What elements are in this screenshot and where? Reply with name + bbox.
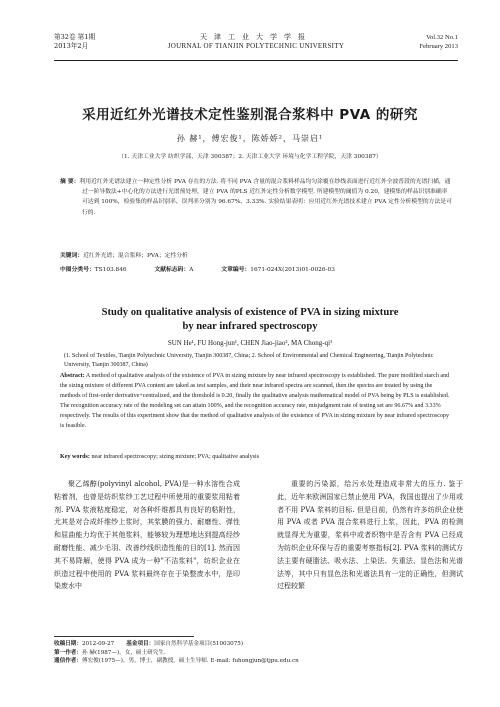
running-header bbox=[54, 33, 458, 61]
abstract-en bbox=[60, 371, 452, 432]
article-title-cn: 采用近红外光谱技术定性鉴别混合浆料中 PVA 的研究 bbox=[82, 107, 418, 123]
abstract-en-text: A method of qualitative analysis of the existence of PVA in sizing mixture by near infrared spectroscopy is established. The pure modified starch and the sizing mixture of different PVA content are taked as test samples, and their near infrared spectra are scanned, then the spectra are treated by using the methods of first-order derivative+centralized, and the threshold is 0.20, finally the qualitative analysis mathematical model of PVA being by PLS is established. The recognition accuracy rate of the modeling set can attain 100%, and the recognition accuracy rate, misjudgment rate of testing set are 96.67% and 3.33% respectively. The results of this experiment show that the method of qualitative analysis of the existence of PVA in sizing mixture by near infrared spectroscopy is feasible. bbox=[60, 373, 450, 430]
body-column-right: 重要的污染源，给污水处理造成非常大的压力. 鉴于此，近年来欧洲国家已禁止使用 PVA，我国也提出了少用或者不用 PVA 浆料的目标. 但是目前，仍然有许多纺织企业使用 PVA 或者 PVA 混合浆料进行上浆，因此，PVA 的检测就显得尤为重要，浆料中或者织物中是否含有 PVA 已经成为纺织企业环保与否的重要考察指标[2]. PVA 浆料的测试方法主要有硬脂法、吸水法、上染法、失重法、显色法和光谱法等，其中只有显色法和光谱法具有一定的正确性，但测试过程较繁 bbox=[277, 480, 463, 591]
authors-cn: 孙 赫¹，傅宏俊¹，陈娇娇²，马崇启¹ bbox=[176, 134, 324, 143]
journal-name-cn: 天津工业大学学报 bbox=[200, 33, 312, 41]
keywords-cn bbox=[60, 250, 188, 259]
clc-label: 中图分类号： bbox=[60, 267, 95, 273]
footnote-rule bbox=[54, 636, 194, 637]
keywords-en-label: Key words: bbox=[60, 454, 90, 460]
header-center bbox=[54, 33, 458, 51]
footnote-first-author bbox=[54, 649, 454, 658]
footnotes bbox=[54, 640, 454, 666]
corresponding-value: 傅宏俊(1975—)，男，博士，副教授，硕士生导师. E-mail: fuhongjun@tjpu.edu.cn bbox=[81, 658, 299, 665]
body-column-left: 聚乙烯醇(polyvinyl alcohol, PVA)是一种水溶性合成粘着剂，也曾是纺织浆纱工艺过程中所使用的重要浆用粘着剂. PVA 浆液粘度稳定，对各种纤维都具有良好的粘附性，尤其是对合成纤维纱上浆时，其浆膜的强力、耐磨性、弹性和屈曲能力均优于其他浆料，能够较为理想地达到提高经纱耐磨性能、减少毛羽、改善纱线织造性能的目的[1]. 然而因其不易降解，使得 PVA 成为一种"不洁浆料"，纺织企业在织造过程中使用的 PVA 浆料最终存在于染整废水中，是印染废水中 bbox=[54, 480, 240, 591]
classification-line bbox=[60, 264, 452, 273]
abstract-cn bbox=[60, 177, 452, 218]
received-label: 收稿日期： bbox=[54, 641, 82, 647]
keywords-cn-text: 近红外光谱；混合浆料；PVA；定性分析 bbox=[83, 253, 188, 259]
clc-value: TS103.846 bbox=[94, 267, 127, 273]
keywords-en-text: near infrared spectroscopy; sizing mixture; PVA; qualitative analysis bbox=[91, 454, 260, 460]
fund-label: 基金项目： bbox=[126, 641, 155, 647]
article-number-label: 文章编号： bbox=[221, 267, 251, 273]
abstract-cn-label: 摘 要： bbox=[60, 179, 80, 185]
title-en-line-2: by near infrared spectroscopy bbox=[182, 321, 318, 332]
article-title-en bbox=[0, 306, 500, 334]
authors-en: SUN He¹, FU Hong-jun¹, CHEN Jiao-jiao², MA Chong-qi¹ bbox=[167, 339, 333, 347]
keywords-en bbox=[60, 454, 259, 460]
abstract-cn-text: 利用近红外光谱法建立一种定性分析 PVA 存在的方法. 将不同 PVA 含量的混合浆料样品均匀涂覆在纱线表面进行近红外全波普段的光谱扫描，通过一阶导数法+中心化的方法进行光谱预处理，建立 PVA 的PLS 近红外定性分析数学模型. 所建模型的阈值为 0.20，建模集的样品识别准确率可达到 100%，检验集的样品识别率、误判率分别为 96.67%、3.33%. 实验结果表明：应用近红外光谱技术建立 PVA 定性分析模型的方法是可行的. bbox=[79, 179, 452, 216]
date-cn: 2013年2月 bbox=[54, 42, 89, 50]
volume-issue-en: Vol.32 No.1 bbox=[426, 34, 458, 41]
affiliation-en: (1. School of Textiles, Tianjin Polytechnic University, Tianjin 300387, China; 2. School of Environmental and Chemical Engineering, Tianjin Polytechnic University, Tianjin 300387, China) bbox=[64, 353, 434, 368]
corresponding-label: 通信作者： bbox=[54, 658, 82, 665]
fund-value: 国家自然科学基金项目(51003075) bbox=[154, 641, 244, 647]
header-rule bbox=[54, 60, 458, 61]
received-value: 2012-09-27 bbox=[81, 641, 115, 647]
article-number-value: 1671-024X(2013)01-0026-03 bbox=[250, 267, 335, 273]
doc-code-value: A bbox=[189, 267, 194, 273]
header-right bbox=[419, 33, 458, 51]
keywords-cn-label: 关键词： bbox=[60, 253, 84, 259]
volume-issue-cn: 第32卷 第1期 bbox=[54, 33, 96, 41]
date-en: February 2013 bbox=[419, 43, 458, 50]
title-en-line-1: Study on qualitative analysis of existence of PVA in sizing mixture bbox=[101, 307, 399, 318]
doc-code-label: 文献标志码： bbox=[154, 267, 190, 273]
first-author-value: 孙 赫(1987—)，女，硕士研究生. bbox=[81, 649, 166, 656]
footnote-corresponding-author bbox=[54, 657, 454, 666]
first-author-label: 第一作者： bbox=[54, 649, 82, 656]
footnote-received-fund bbox=[54, 640, 454, 649]
abstract-en-label: Abstract: bbox=[60, 373, 85, 379]
affiliation-cn: （1. 天津工业大学 纺织学部，天津 300387；2. 天津工业大学 环境与化学工程学院，天津 300387） bbox=[118, 154, 382, 160]
journal-name-en: JOURNAL OF TIANJIN POLYTECHNIC UNIVERSITY bbox=[167, 42, 345, 50]
